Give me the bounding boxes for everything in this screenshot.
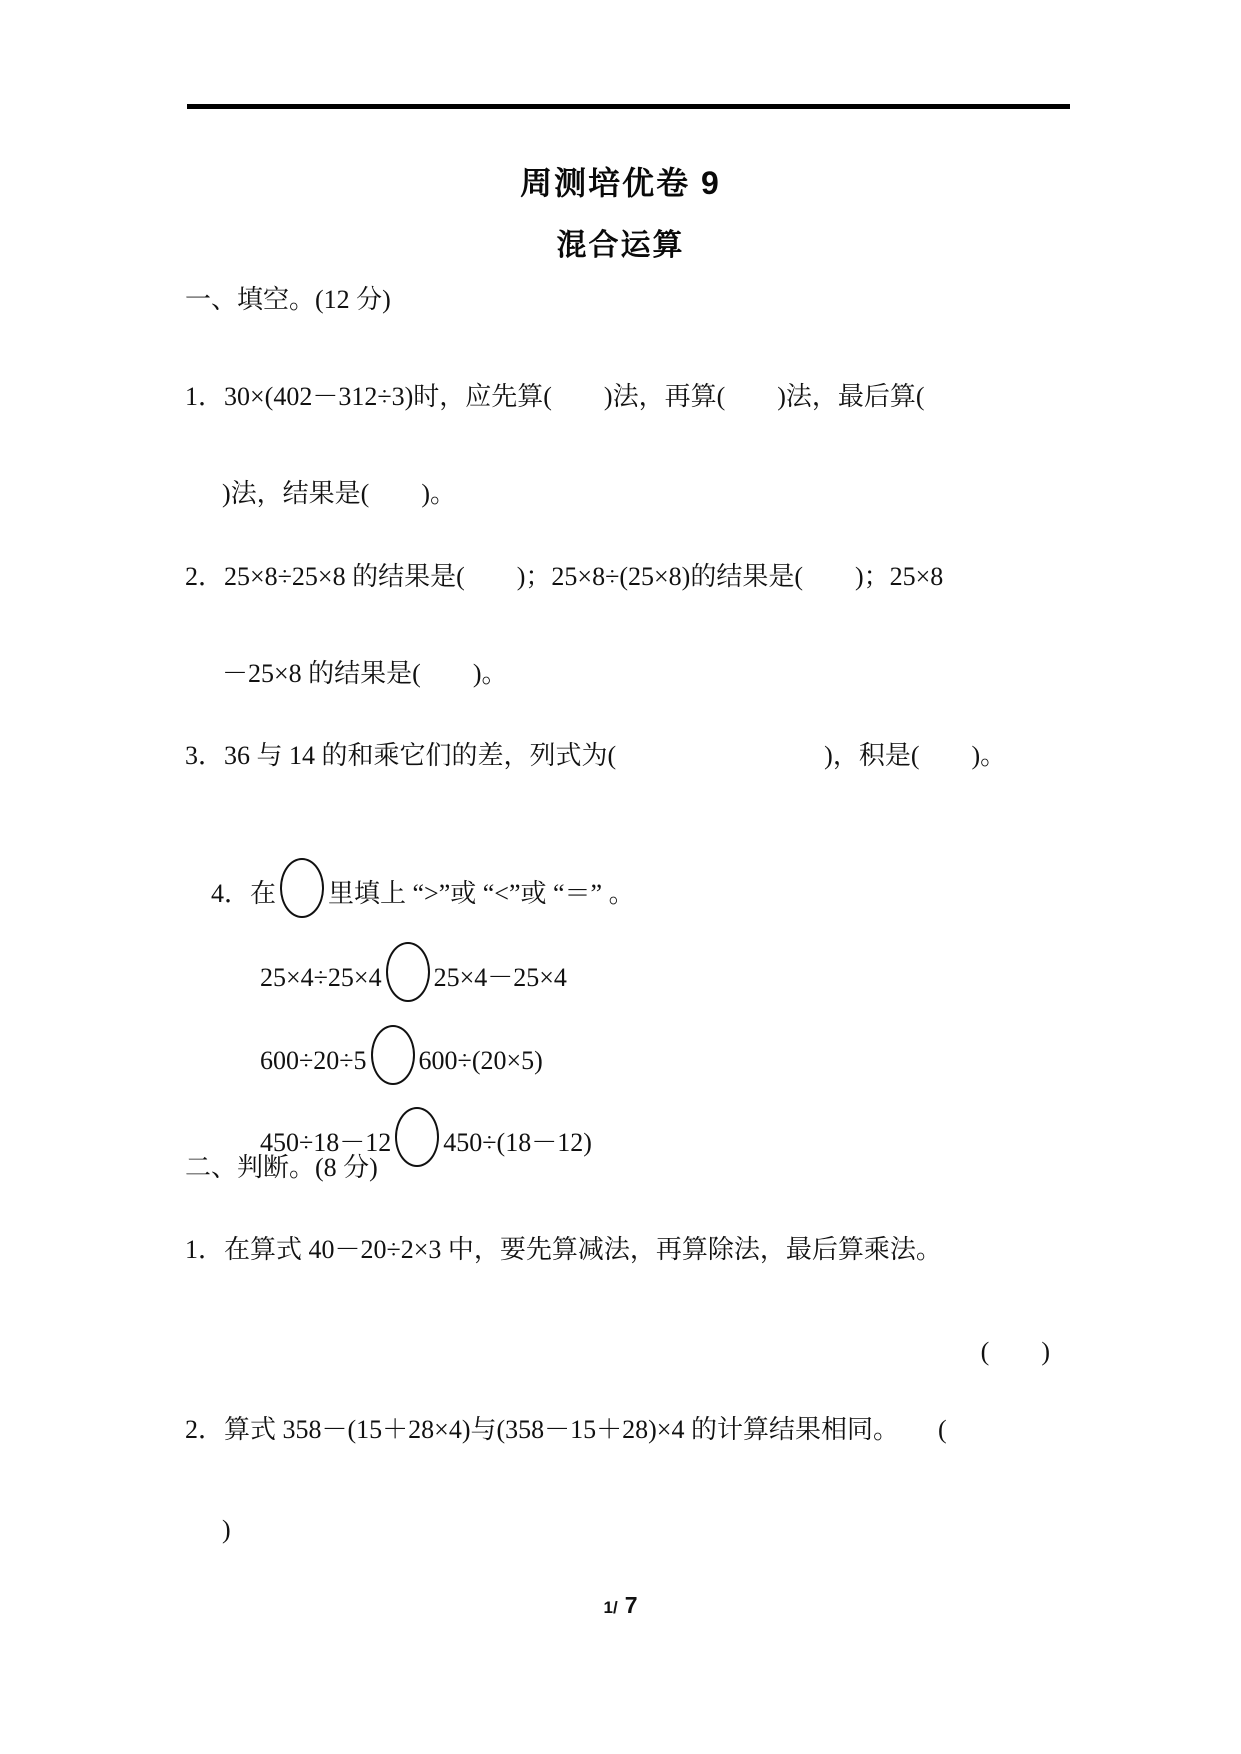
section1-q2-line2: －25×8 的结果是( )。 (222, 659, 508, 688)
page-subtitle: 混合运算 (556, 229, 685, 262)
section2-q2: 2．算式 358－(15＋28×4)与(358－15＋28)×4 的计算结果相同。 ( (185, 1415, 947, 1444)
page-number-current: 1/ (603, 1598, 618, 1617)
compare-left: 25×4÷25×4 (260, 963, 382, 992)
compare-right: 450÷(18－12) (443, 1128, 592, 1157)
section1-q4-suffix: 里填上 “>”或 “<”或 “＝” 。 (328, 879, 635, 908)
section2-q2-close-paren: ) (222, 1515, 231, 1544)
section2-q1: 1．在算式 40－20÷2×3 中，要先算减法，再算除法，最后算乘法。 (185, 1235, 942, 1264)
compare-left: 450÷18－12 (260, 1128, 392, 1157)
section1-q2-line1: 2．25×8÷25×8 的结果是( )；25×8÷(25×8)的结果是( )；25×8 (185, 562, 944, 591)
page-title: 周测培优卷 9 (520, 165, 721, 201)
comparison-circle (395, 1107, 439, 1167)
compare-right: 600÷(20×5) (418, 1046, 543, 1075)
section2-q1-answer-blank: ( ) (980, 1337, 1050, 1366)
compare-left: 600÷20÷5 (260, 1046, 367, 1075)
section1-q1-line2: )法，结果是( )。 (222, 479, 456, 508)
compare-right: 25×4－25×4 (433, 963, 567, 992)
header-rule (187, 104, 1070, 109)
section1-q4-prefix: 4．在 (211, 879, 277, 908)
page-number (0, 1592, 1241, 1619)
section2-heading: 二、判断。(8 分) (185, 1153, 378, 1182)
section1-q1-line1: 1．30×(402－312÷3)时，应先算( )法，再算( )法，最后算( (185, 382, 925, 411)
section1-heading: 一、填空。(12 分) (185, 285, 391, 314)
page-number-total: 7 (624, 1592, 638, 1618)
section1-q3: 3．36 与 14 的和乘它们的差，列式为( )，积是( )。 (185, 741, 1007, 770)
